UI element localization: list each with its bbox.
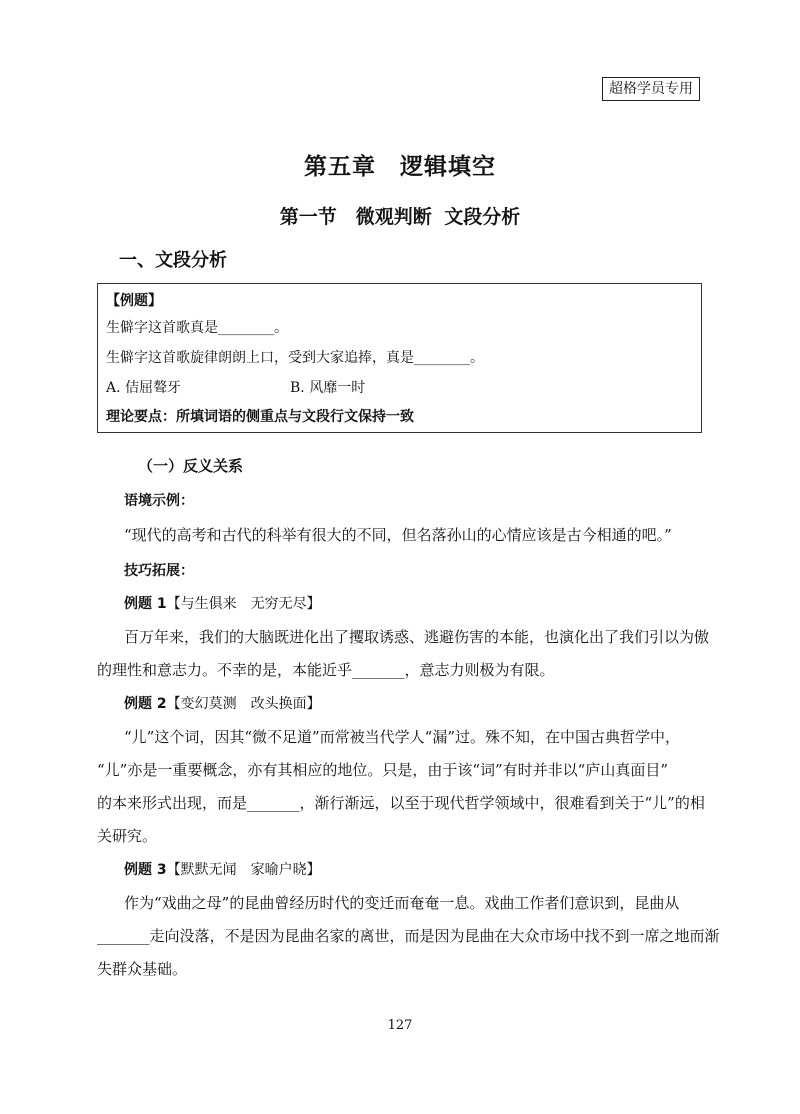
example-2-line-3: 的本来形式出现，而是_______，渐行渐远，以至于现代哲学领域中，很难看到关于“儿”的相 <box>97 794 705 812</box>
example-1-options: 【与生俱来 无穷无尽】 <box>166 596 321 612</box>
example-2-prefix: 例题 2 <box>124 696 167 712</box>
example-3-prefix: 例题 3 <box>124 862 167 878</box>
example-box-option-b: B. 风靡一时 <box>290 380 366 396</box>
example-1-prefix: 例题 1 <box>124 596 167 612</box>
example-box-label: 【例题】 <box>106 293 162 309</box>
example-2-line-4: 关研究。 <box>97 827 158 845</box>
subheading-antonym: （一）反义关系 <box>138 457 244 475</box>
example-box-line-1: 生僻字这首歌真是________。 <box>106 320 288 336</box>
heading-text-analysis: 一、文段分析 <box>119 250 227 271</box>
page-number: 127 <box>387 1018 413 1033</box>
section-title: 第一节 微观判断 文段分析 <box>279 206 521 228</box>
example-box-option-a: A. 佶屈聱牙 <box>106 380 182 396</box>
example-box-theory: 理论要点：所填词语的侧重点与文段行文保持一致 <box>106 409 414 425</box>
example-2-line-2: “儿”亦是一重要概念，亦有其相应的地位。只是，由于该“词”有时并非以“庐山真面目” <box>97 761 669 779</box>
example-2-line-1: “儿”这个词，因其“微不足道”而常被当代学人“漏”过。殊不知，在中国古典哲学中， <box>124 728 681 746</box>
context-quote: “现代的高考和古代的科举有很大的不同，但名落孙山的心情应该是古今相通的吧。” <box>124 526 672 544</box>
example-1-line-2: 的理性和意志力。不幸的是，本能近乎_______，意志力则极为有限。 <box>97 661 555 679</box>
chapter-title: 第五章 逻辑填空 <box>304 153 496 180</box>
example-2-title <box>124 693 321 713</box>
example-1-title <box>124 593 321 613</box>
example-1-line-1: 百万年来，我们的大脑既进化出了攫取诱惑、逃避伤害的本能，也演化出了我们引以为傲 <box>124 628 710 646</box>
skills-label: 技巧拓展： <box>124 563 194 579</box>
example-box-line-2: 生僻字这首歌旋律朗朗上口，受到大家追捧，真是________。 <box>106 350 484 366</box>
example-2-options: 【变幻莫测 改头换面】 <box>166 696 321 712</box>
example-3-line-1: 作为“戏曲之母”的昆曲曾经历时代的变迁而奄奄一息。戏曲工作者们意识到，昆曲从 <box>124 894 680 912</box>
audience-badge: 超格学员专用 <box>602 77 700 101</box>
example-3-title <box>124 859 321 879</box>
context-label: 语境示例： <box>124 493 194 509</box>
example-3-options: 【默默无闻 家喻户晓】 <box>166 862 321 878</box>
example-box <box>97 283 702 433</box>
example-3-line-2: _______走向没落，不是因为昆曲名家的离世，而是因为昆曲在大众市场中找不到一席之地而渐 <box>97 927 720 945</box>
example-3-line-3: 失群众基础。 <box>97 960 188 978</box>
